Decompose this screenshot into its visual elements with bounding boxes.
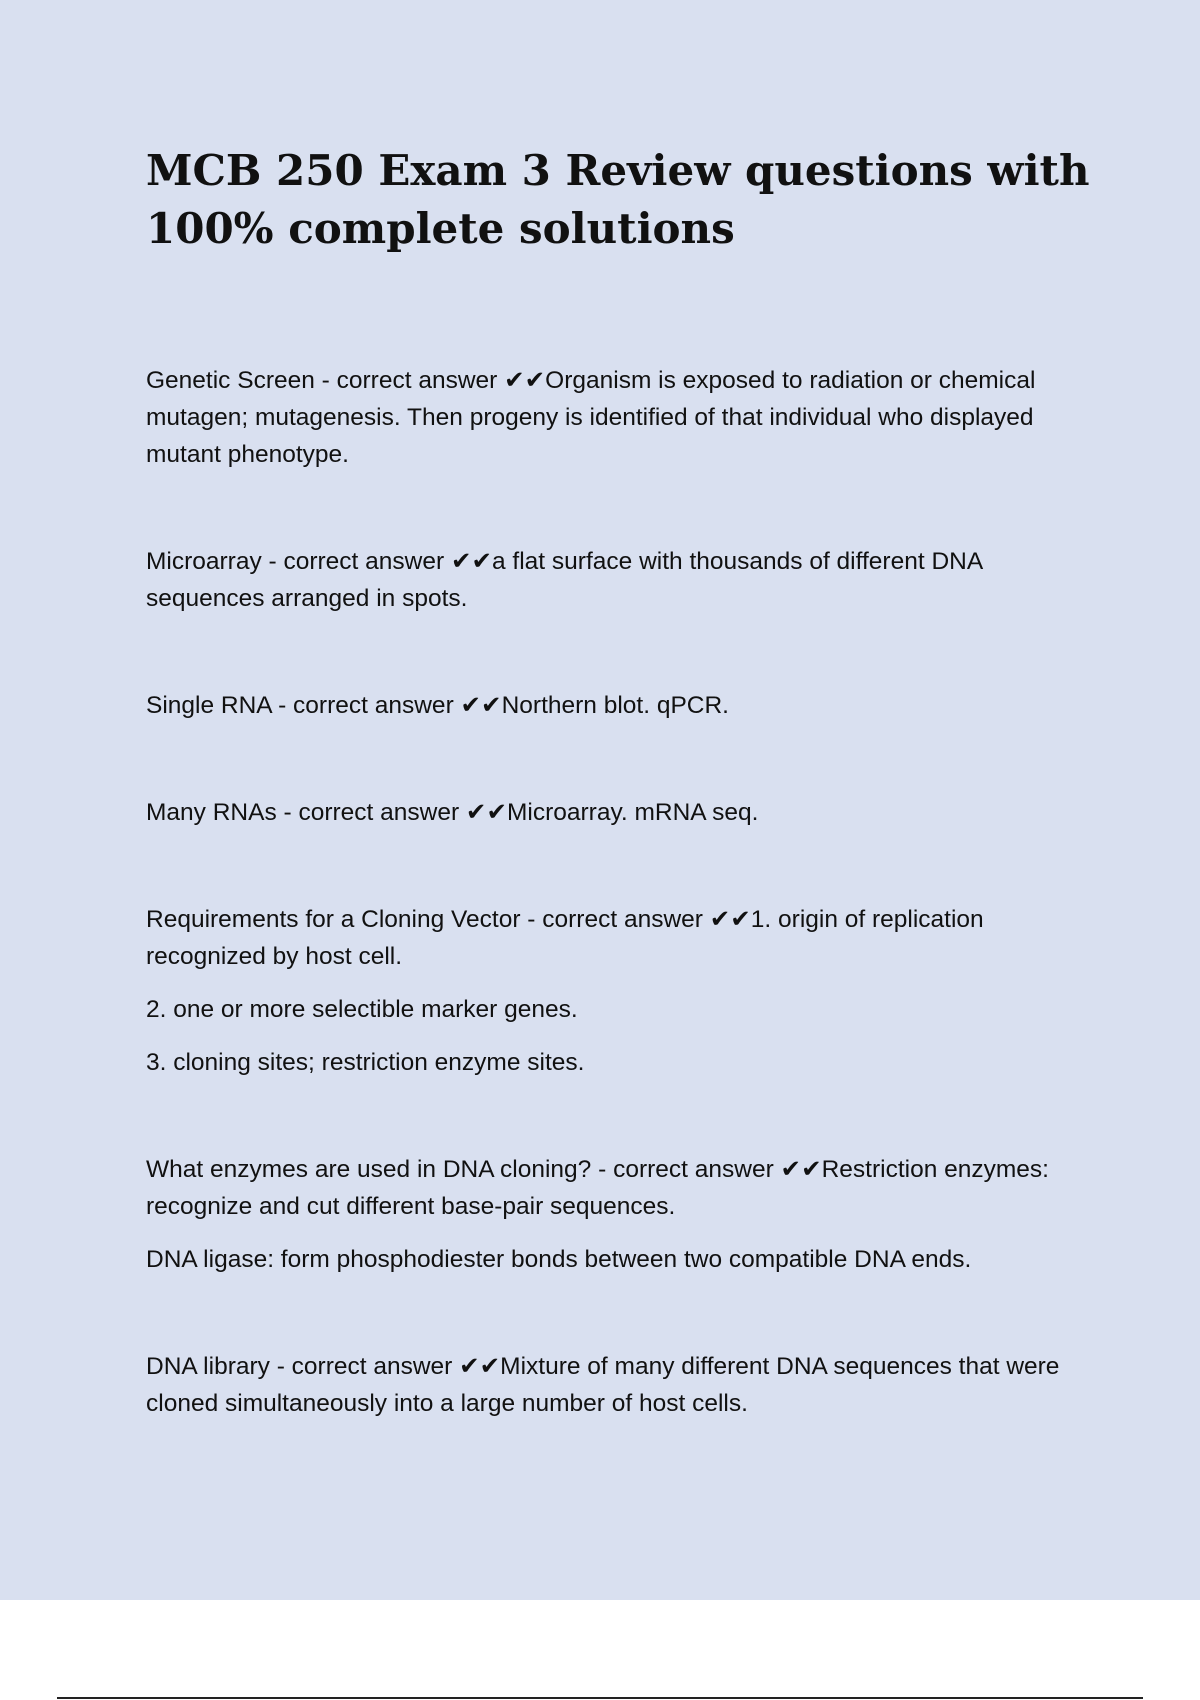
qa-text: What enzymes are used in DNA cloning? - correct answer ✔✔Restriction enzymes: recognize and cut different base-pair sequences. bbox=[146, 1156, 1049, 1220]
qa-item-single-rna bbox=[146, 687, 1096, 724]
document-content bbox=[146, 142, 1096, 1492]
qa-item-dna-cloning-enzymes bbox=[146, 1151, 1096, 1278]
qa-text: Genetic Screen - correct answer ✔✔Organism is exposed to radiation or chemical mutagen; mutagenesis. Then progeny is identified of that individual who displayed mutant phenotype. bbox=[146, 367, 1036, 468]
qa-item-cloning-vector bbox=[146, 901, 1096, 1081]
qa-list bbox=[146, 362, 1096, 1422]
qa-text: Microarray - correct answer ✔✔a flat surface with thousands of different DNA sequences arranged in spots. bbox=[146, 548, 982, 612]
qa-text-continuation: 2. one or more selectible marker genes. bbox=[146, 996, 578, 1023]
footer-divider bbox=[57, 1697, 1143, 1699]
qa-item-many-rnas bbox=[146, 794, 1096, 831]
qa-item-dna-library bbox=[146, 1348, 1096, 1422]
document-title: MCB 250 Exam 3 Review questions with 100% complete solutions bbox=[146, 146, 1090, 253]
qa-text-continuation: 3. cloning sites; restriction enzyme sites. bbox=[146, 1049, 585, 1076]
qa-text: Requirements for a Cloning Vector - correct answer ✔✔1. origin of replication recognized by host cell. bbox=[146, 906, 984, 970]
qa-text: DNA library - correct answer ✔✔Mixture of many different DNA sequences that were cloned simultaneously into a large number of host cells. bbox=[146, 1353, 1060, 1417]
qa-text: Single RNA - correct answer ✔✔Northern blot. qPCR. bbox=[146, 692, 729, 719]
qa-item-genetic-screen bbox=[146, 362, 1096, 473]
qa-text-continuation: DNA ligase: form phosphodiester bonds between two compatible DNA ends. bbox=[146, 1246, 972, 1273]
qa-item-microarray bbox=[146, 543, 1096, 617]
qa-text: Many RNAs - correct answer ✔✔Microarray. mRNA seq. bbox=[146, 799, 759, 826]
